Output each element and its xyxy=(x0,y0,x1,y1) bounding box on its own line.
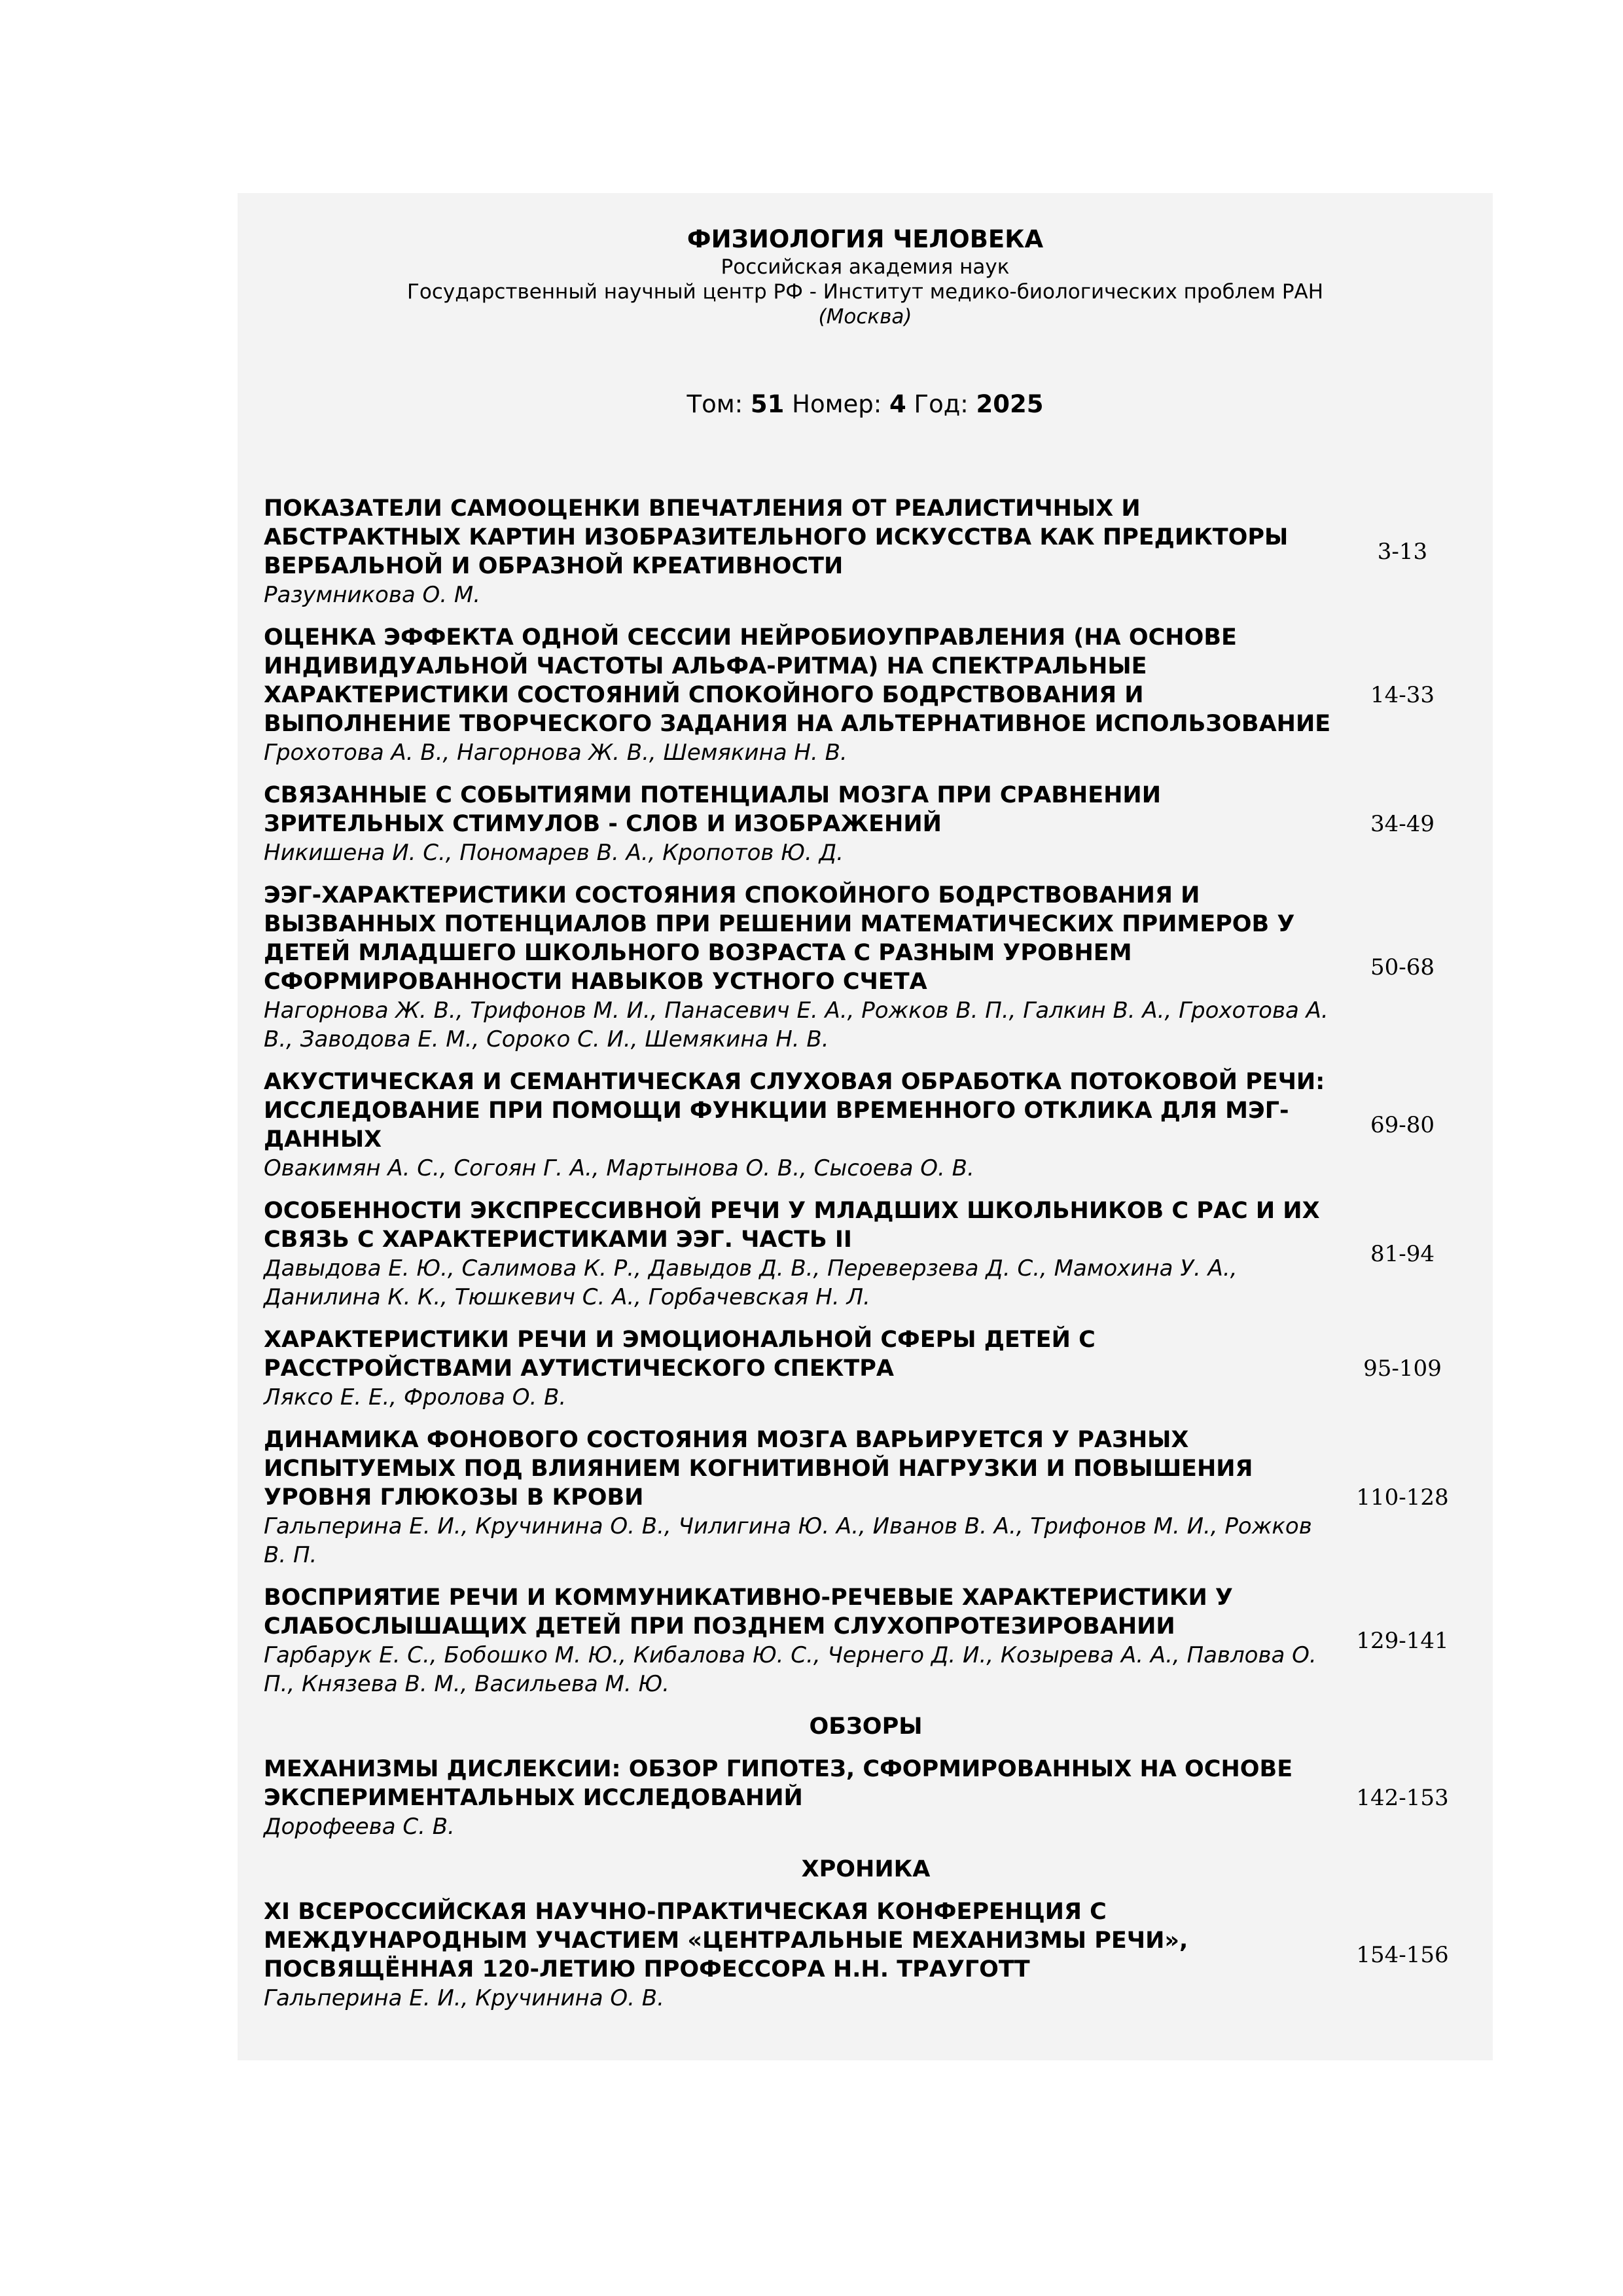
issue-info xyxy=(238,389,1493,420)
toc-entry xyxy=(264,1426,1468,1570)
article-authors: Гальперина Е. И., Кручинина О. В., Чилигина Ю. А., Иванов В. А., Трифонов М. И., Рожков В. П. xyxy=(264,1513,1312,1568)
article-title[interactable]: ОСОБЕННОСТИ ЭКСПРЕССИВНОЙ РЕЧИ У МЛАДШИХ ШКОЛЬНИКОВ С РАС И ИХ СВЯЗЬ С ХАРАКТЕРИСТИКАМИ ЭЭГ. ЧАСТЬ II xyxy=(264,1198,1320,1253)
article-title[interactable]: ХАРАКТЕРИСТИКИ РЕЧИ И ЭМОЦИОНАЛЬНОЙ СФЕРЫ ДЕТЕЙ С РАССТРОЙСТВАМИ АУТИСТИЧЕСКОГО СПЕКТРА xyxy=(264,1327,1096,1382)
table-of-contents xyxy=(264,494,1468,2026)
article-authors: Разумникова О. М. xyxy=(264,582,481,608)
article-title[interactable]: ЭЭГ-ХАРАКТЕРИСТИКИ СОСТОЯНИЯ СПОКОЙНОГО БОДРСТВОВАНИЯ И ВЫЗВАННЫХ ПОТЕНЦИАЛОВ ПРИ РЕШЕНИИ МАТЕМАТИЧЕСКИХ ПРИМЕРОВ У ДЕТЕЙ МЛАДШЕГО ШКОЛЬНОГО ВОЗРАСТА С РАЗНЫМ УРОВНЕМ СФОРМИРОВАННОСТИ НАВЫКОВ УСТНОГО СЧЕТА xyxy=(264,882,1295,995)
toc-entry xyxy=(264,623,1468,767)
journal-title: ФИЗИОЛОГИЯ ЧЕЛОВЕКА xyxy=(687,225,1044,253)
number-value: 4 xyxy=(889,390,906,418)
article-title[interactable]: СВЯЗАННЫЕ С СОБЫТИЯМИ ПОТЕНЦИАЛЫ МОЗГА ПРИ СРАВНЕНИИ ЗРИТЕЛЬНЫХ СТИМУЛОВ - СЛОВ И ИЗОБРАЖЕНИЙ xyxy=(264,782,1161,837)
article-pages: 81-94 xyxy=(1370,1241,1435,1267)
article-title[interactable]: АКУСТИЧЕСКАЯ И СЕМАНТИЧЕСКАЯ СЛУХОВАЯ ОБРАБОТКА ПОТОКОВОЙ РЕЧИ: ИССЛЕДОВАНИЕ ПРИ ПОМОЩИ ФУНКЦИИ ВРЕМЕННОГО ОТКЛИКА ДЛЯ МЭГ-ДАННЫХ xyxy=(264,1069,1325,1153)
toc-entry xyxy=(264,1897,1468,2013)
article-title[interactable]: ВОСПРИЯТИЕ РЕЧИ И КОММУНИКАТИВНО-РЕЧЕВЫЕ ХАРАКТЕРИСТИКИ У СЛАБОСЛЫШАЩИХ ДЕТЕЙ ПРИ ПОЗДНЕМ СЛУХОПРОТЕЗИРОВАНИИ xyxy=(264,1585,1233,1640)
article-pages: 154-156 xyxy=(1356,1942,1449,1968)
article-authors: Нагорнова Ж. В., Трифонов М. И., Панасевич Е. А., Рожков В. П., Галкин В. А., Грохотова А. В., Заводова Е. М., Сороко С. И., Шемякина Н. В. xyxy=(264,997,1329,1052)
section-heading-chronicle: ХРОНИКА xyxy=(801,1856,931,1882)
year-label: Год: xyxy=(914,390,969,418)
toc-entry xyxy=(264,1325,1468,1412)
article-pages: 34-49 xyxy=(1370,811,1435,837)
article-pages: 3-13 xyxy=(1377,539,1428,565)
article-pages: 142-153 xyxy=(1356,1785,1449,1811)
publisher: Российская академия наук xyxy=(721,255,1010,279)
article-title[interactable]: МЕХАНИЗМЫ ДИСЛЕКСИИ: ОБЗОР ГИПОТЕЗ, СФОРМИРОВАННЫХ НА ОСНОВЕ ЭКСПЕРИМЕНТАЛЬНЫХ ИССЛЕДОВАНИЙ xyxy=(264,1756,1293,1811)
article-authors: Никишена И. С., Пономарев В. А., Кропотов Ю. Д. xyxy=(264,840,844,866)
section-heading-reviews: ОБЗОРЫ xyxy=(809,1713,923,1740)
volume-label: Том: xyxy=(687,390,743,418)
toc-entry xyxy=(264,881,1468,1054)
article-pages: 95-109 xyxy=(1363,1355,1442,1382)
toc-entry xyxy=(264,1196,1468,1312)
number-label: Номер: xyxy=(792,390,882,418)
toc-entry xyxy=(264,494,1468,609)
institute: Государственный научный центр РФ - Институт медико-биологических проблем РАН xyxy=(406,280,1324,304)
volume-value: 51 xyxy=(750,390,785,418)
article-pages: 14-33 xyxy=(1370,682,1435,708)
contents-panel xyxy=(238,193,1493,2060)
journal-header xyxy=(238,193,1493,329)
article-pages: 69-80 xyxy=(1370,1112,1435,1138)
article-title[interactable]: ДИНАМИКА ФОНОВОГО СОСТОЯНИЯ МОЗГА ВАРЬИРУЕТСЯ У РАЗНЫХ ИСПЫТУЕМЫХ ПОД ВЛИЯНИЕМ КОГНИТИВНОЙ НАГРУЗКИ И ПОВЫШЕНИЯ УРОВНЯ ГЛЮКОЗЫ В КРОВИ xyxy=(264,1427,1253,1511)
article-authors: Дорофеева С. В. xyxy=(264,1814,455,1840)
year-value: 2025 xyxy=(976,390,1044,418)
article-authors: Давыдова Е. Ю., Салимова К. Р., Давыдов Д. В., Переверзева Д. С., Мамохина У. А., Данилина К. К., Тюшкевич С. А., Горбачевская Н. Л. xyxy=(264,1255,1238,1310)
toc-entry xyxy=(264,1755,1468,1841)
toc-entry xyxy=(264,1583,1468,1698)
article-title[interactable]: ПОКАЗАТЕЛИ САМООЦЕНКИ ВПЕЧАТЛЕНИЯ ОТ РЕАЛИСТИЧНЫХ И АБСТРАКТНЫХ КАРТИН ИЗОБРАЗИТЕЛЬНОГО ИСКУССТВА КАК ПРЕДИКТОРЫ ВЕРБАЛЬНОЙ И ОБРАЗНОЙ КРЕАТИВНОСТИ xyxy=(264,495,1289,579)
toc-entry xyxy=(264,781,1468,867)
article-authors: Овакимян А. С., Согоян Г. А., Мартынова О. В., Сысоева О. В. xyxy=(264,1155,974,1181)
article-authors: Гальперина Е. И., Кручинина О. В. xyxy=(264,1985,664,2011)
article-title[interactable]: ОЦЕНКА ЭФФЕКТА ОДНОЙ СЕССИИ НЕЙРОБИОУПРАВЛЕНИЯ (НА ОСНОВЕ ИНДИВИДУАЛЬНОЙ ЧАСТОТЫ АЛЬФА-РИТМА) НА СПЕКТРАЛЬНЫЕ ХАРАКТЕРИСТИКИ СОСТОЯНИЙ СПОКОЙНОГО БОДРСТВОВАНИЯ И ВЫПОЛНЕНИЕ ТВОРЧЕСКОГО ЗАДАНИЯ НА АЛЬТЕРНАТИВНОЕ ИСПОЛЬЗОВАНИЕ xyxy=(264,624,1331,737)
article-pages: 129-141 xyxy=(1356,1628,1449,1654)
article-title[interactable]: XI ВСЕРОССИЙСКАЯ НАУЧНО-ПРАКТИЧЕСКАЯ КОНФЕРЕНЦИЯ С МЕЖДУНАРОДНЫМ УЧАСТИЕМ «ЦЕНТРАЛЬНЫЕ МЕХАНИЗМЫ РЕЧИ», ПОСВЯЩЁННАЯ 120-ЛЕТИЮ ПРОФЕССОРА Н.Н. ТРАУГОТТ xyxy=(264,1899,1188,1982)
toc-entry xyxy=(264,1067,1468,1183)
city: (Москва) xyxy=(818,305,912,329)
article-pages: 110-128 xyxy=(1356,1484,1449,1511)
article-authors: Ляксо Е. Е., Фролова О. В. xyxy=(264,1384,567,1410)
article-pages: 50-68 xyxy=(1370,954,1435,980)
article-authors: Гарбарук Е. С., Бобошко М. Ю., Кибалова Ю. С., Чернего Д. И., Козырева А. А., Павлова О. П., Князева В. М., Васильева М. Ю. xyxy=(264,1642,1317,1697)
article-authors: Грохотова А. В., Нагорнова Ж. В., Шемякина Н. В. xyxy=(264,740,847,766)
